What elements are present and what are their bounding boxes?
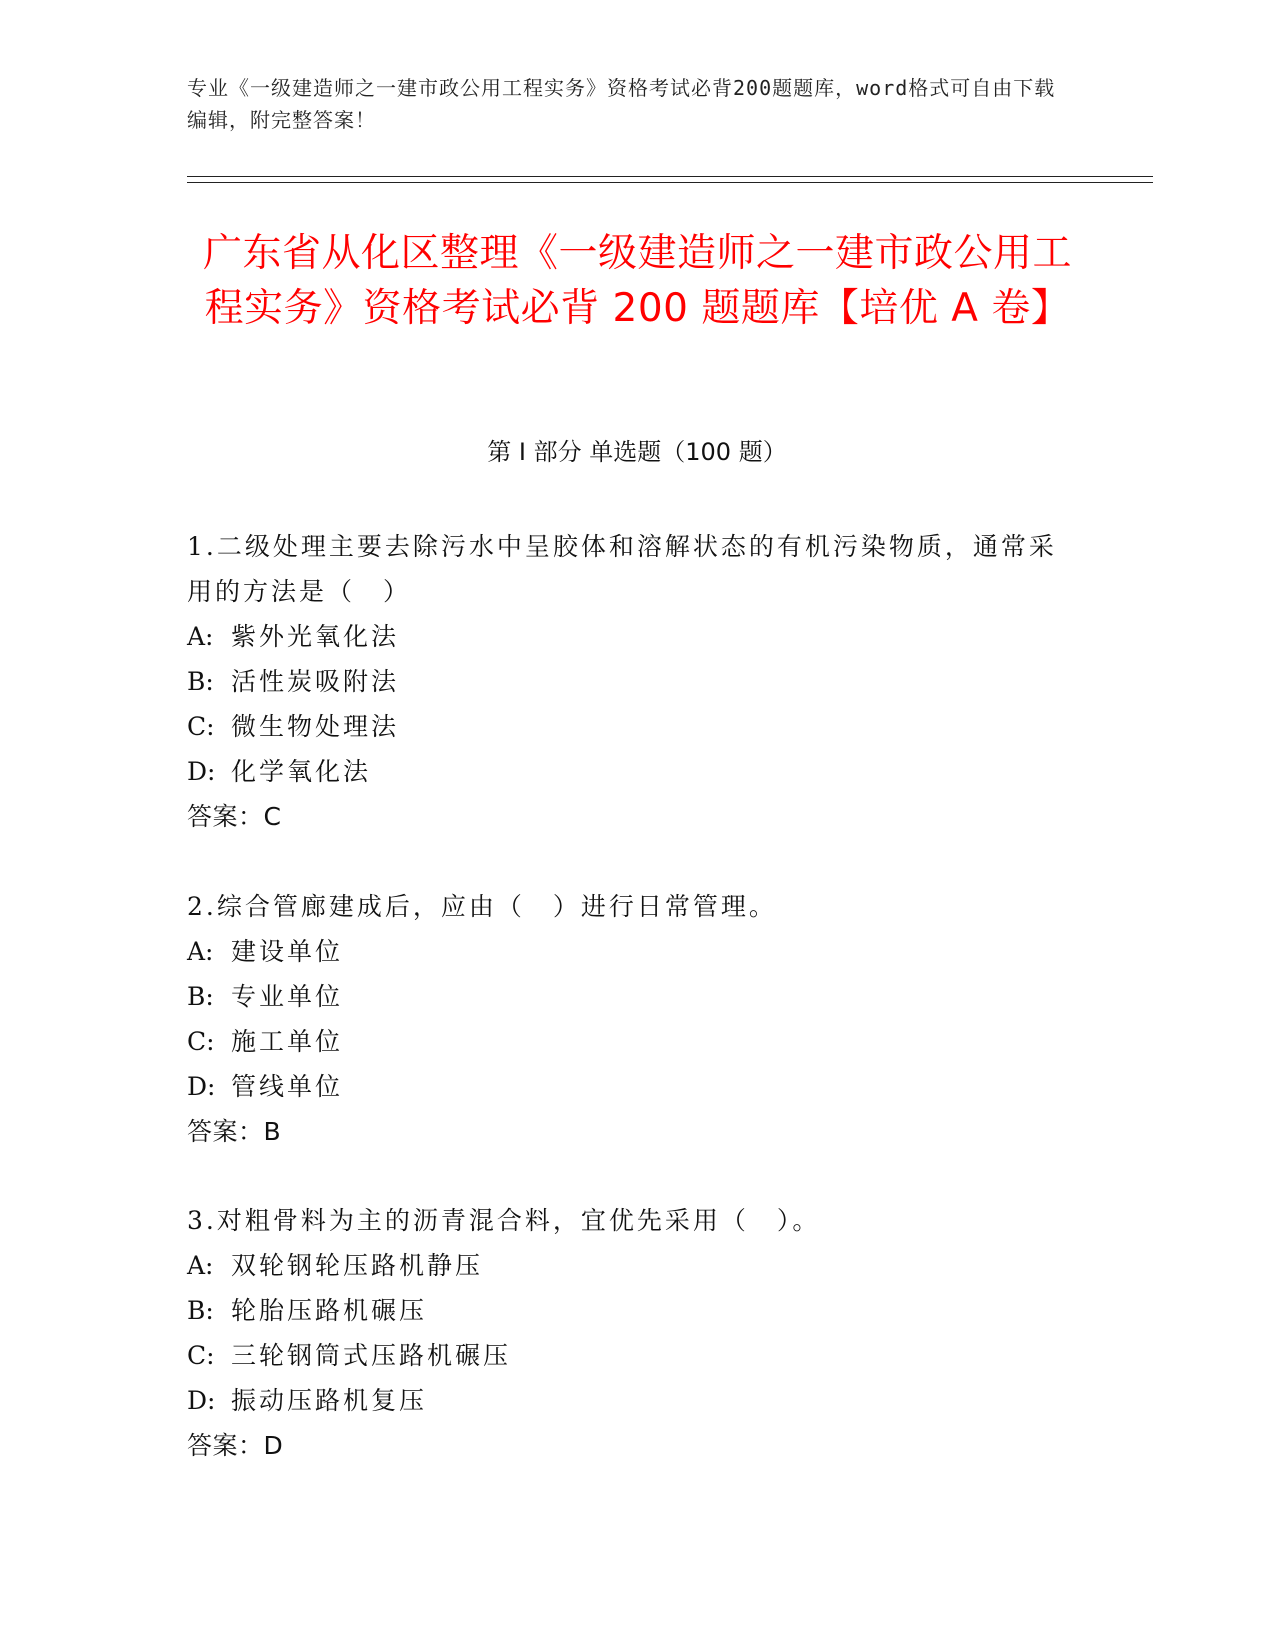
answer-line: 答案：C — [187, 802, 282, 831]
document-title: 广东省从化区整理《一级建造师之一建市政公用工程实务》资格考试必背 200 题题库【培优 A 卷】 — [202, 231, 1072, 331]
option-text: 双轮钢轮压路机静压 — [231, 1251, 484, 1280]
option-letter: D: — [187, 757, 216, 786]
option-text: 微生物处理法 — [231, 712, 400, 741]
option-a — [187, 1243, 1077, 1288]
section-heading: 第 I 部分 单选题（100 题） — [487, 438, 787, 466]
option-letter: C: — [187, 1341, 215, 1370]
question-stem: 2.综合管廊建成后，应由（ ）进行日常管理。 — [187, 892, 777, 921]
question-3 — [187, 1198, 1077, 1468]
option-d — [187, 1064, 1077, 1109]
option-b — [187, 659, 1077, 704]
option-b — [187, 974, 1077, 1019]
option-b — [187, 1288, 1077, 1333]
option-letter: B: — [187, 1296, 214, 1325]
header-note: 专业《一级建造师之一建市政公用工程实务》资格考试必背200题题库，word格式可自由下载编辑，附完整答案！ — [187, 76, 1056, 132]
option-letter: A: — [187, 937, 214, 966]
option-text: 轮胎压路机碾压 — [231, 1296, 428, 1325]
header-divider-bottom — [187, 182, 1153, 183]
header-divider-top — [187, 176, 1153, 177]
option-c — [187, 1019, 1077, 1064]
option-a — [187, 929, 1077, 974]
option-text: 专业单位 — [231, 982, 344, 1011]
option-text: 紫外光氧化法 — [231, 622, 400, 651]
option-letter: D: — [187, 1386, 216, 1415]
option-letter: D: — [187, 1072, 216, 1101]
option-letter: C: — [187, 712, 215, 741]
option-text: 施工单位 — [231, 1027, 344, 1056]
option-text: 化学氧化法 — [231, 757, 372, 786]
option-letter: C: — [187, 1027, 215, 1056]
option-c — [187, 1333, 1077, 1378]
option-a — [187, 614, 1077, 659]
answer-line: 答案：D — [187, 1431, 284, 1460]
option-letter: B: — [187, 667, 214, 696]
option-text: 建设单位 — [231, 937, 344, 966]
question-stem: 1.二级处理主要去除污水中呈胶体和溶解状态的有机污染物质，通常采用的方法是（ ） — [187, 532, 1057, 606]
answer-line: 答案：B — [187, 1117, 282, 1146]
option-letter: A: — [187, 1251, 214, 1280]
option-letter: A: — [187, 622, 214, 651]
option-letter: B: — [187, 982, 214, 1011]
option-text: 三轮钢筒式压路机碾压 — [231, 1341, 512, 1370]
option-text: 活性炭吸附法 — [231, 667, 400, 696]
option-c — [187, 704, 1077, 749]
option-d — [187, 1378, 1077, 1423]
question-stem: 3.对粗骨料为主的沥青混合料，宜优先采用（ ）。 — [187, 1206, 821, 1235]
question-2 — [187, 884, 1077, 1154]
option-text: 振动压路机复压 — [231, 1386, 428, 1415]
option-text: 管线单位 — [231, 1072, 344, 1101]
question-1 — [187, 524, 1077, 839]
option-d — [187, 749, 1077, 794]
